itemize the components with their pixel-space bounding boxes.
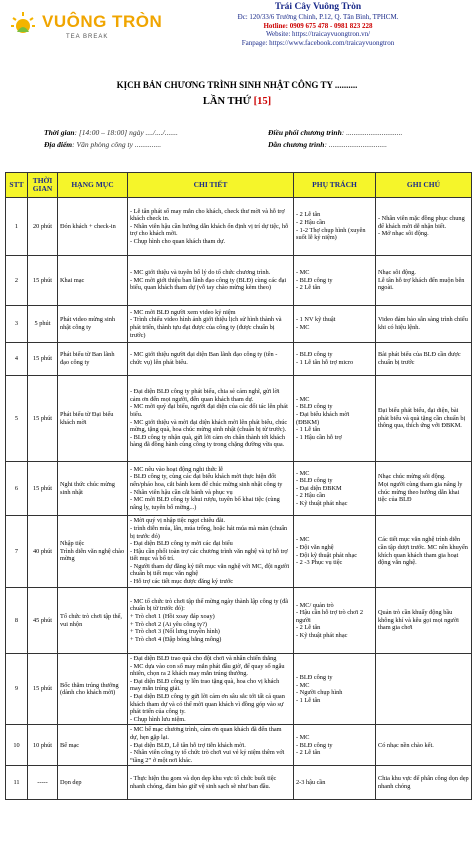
company-fanpage: Fanpage: https://www.facebook.com/traicayvuongtron (241, 38, 395, 47)
row-time-cell: 15 phút (28, 343, 58, 376)
detail-line: + Trò chơi 1 (Hồi xoay đáp xoay) (130, 612, 215, 620)
responsible-line: 2-3 hậu cần (296, 779, 326, 787)
responsible-line: - Đại diện ĐBKM (296, 484, 342, 492)
responsible-line: - BLĐ công ty (296, 276, 333, 284)
responsible-line: - BLĐ công ty (296, 403, 333, 411)
row-details-cell (128, 198, 294, 256)
company-address: Đc: 120/33/6 Trường Chinh, P.12, Q. Tân Bình, TPHCM. (237, 13, 399, 21)
row-responsible-cell (294, 654, 376, 725)
row-details-cell (128, 725, 294, 766)
row-details-cell (128, 766, 294, 800)
detail-line: - Nhân viên công ty tổ chức trò chơi vui vẻ kỷ niệm thêm với “tầng 2” ở một nơi khác. (130, 749, 285, 764)
detail-line: - MC mời quý đại biểu, người đại diện của các đối tác lên phát biểu. (130, 403, 288, 418)
time-field (44, 128, 178, 137)
detail-line: - trình diễn múa, lân, múa trống, hoặc hát múa mà màn (chuẩn bị trước đó) (130, 524, 288, 540)
responsible-line: - BLĐ công ty (296, 741, 333, 749)
coordinator-label: Điều phối chương trình (268, 128, 342, 137)
row-responsible-cell (294, 198, 376, 256)
detail-line: - Người tham dự đăng ký tiết mục văn nghệ với MC, đội người chuẩn bị tiết mục văn nghệ (130, 562, 290, 578)
detail-line: - MC mời giới thiệu ban lãnh đạo công ty (BLĐ) cùng các đại biểu, quan khách tham dự (vỗ tay chào mừng kèm theo) (130, 276, 287, 292)
row-details-cell (128, 376, 294, 462)
table-row (6, 766, 472, 800)
responsible-line: - 2 -3 Phục vụ tiệc (296, 559, 343, 567)
row-time-cell: 5 phút (28, 306, 58, 343)
responsible-line: - Đội văn nghệ (296, 543, 334, 551)
row-note-cell: Video đảm bảo sẵn sàng trình chiếu khi có hiệu lệnh. (376, 306, 472, 343)
responsible-line: - MC (296, 469, 310, 477)
responsible-line: - 1 NV kỹ thuật (296, 316, 336, 324)
sun-logo-icon (10, 10, 36, 36)
row-note-cell: Bài phát biểu của BLĐ cần được chuẩn bị trước (376, 343, 472, 376)
row-stt-cell: 3 (6, 306, 28, 343)
brand-name: VUÔNG TRÒN (42, 12, 163, 31)
row-details-cell (128, 462, 294, 516)
responsible-line: - BLĐ công ty (296, 477, 333, 485)
row-details-cell (128, 256, 294, 306)
detail-line: - BLĐ công ty, cùng các đại biểu khách mời thực hiện đốt nến/pháo hoa, cắt bánh kem để chúc mừng sinh nhật công ty (130, 473, 283, 488)
detail-line: - MC nêu vào hoạt động nghi thức lễ (130, 465, 223, 473)
responsible-line: - Người chụp hình (296, 689, 343, 697)
company-website: Website: https://traicayvuongtron.vn/ (265, 30, 371, 39)
row-responsible-cell (294, 306, 376, 343)
row-note-cell: Chia khu vực để phân công dọn dẹp nhanh chóng (376, 766, 472, 800)
host-value: : ............................... (324, 140, 387, 149)
session-label: LẦN THỨ (202, 96, 251, 107)
row-time-cell: 10 phút (28, 725, 58, 766)
table-header-row (6, 173, 472, 198)
detail-line: - Đại diện BLĐ, Lễ tân hỗ trợ tiễn khách mời. (130, 741, 246, 749)
detail-line: - Trình chiếu video hình ảnh giới thiệu lịch sử hình thành và phát triển, thành tựu đạt được của công ty (được chuẩn bị trước) (130, 316, 282, 339)
time-value: : [14:00 – 18:00] ngày ..../..../....... (74, 128, 178, 137)
row-time-cell: 45 phút (28, 588, 58, 654)
company-name: Trái Cây Vuông Tròn (274, 2, 362, 12)
responsible-line: - 2 Lễ tân (296, 284, 321, 292)
responsible-line: - Đại biểu khách mời (ĐBKM) (296, 410, 350, 426)
row-time-cell: ----- (28, 766, 58, 800)
coordinator-field (268, 128, 402, 137)
detail-line: - MC mời BLĐ người xem video kỷ niệm (130, 308, 236, 316)
detail-line: - Chụp hình cho quan khách tham dự. (130, 237, 226, 245)
header-item: HẠNG MỤC (58, 173, 128, 198)
row-details-cell (128, 588, 294, 654)
detail-line: - MC giới thiệu và mời đại diện khách mời lên phát biểu, chúc mừng, tặng quà, hoa chúc mừng sinh nhật (chuẩn bị từ trước). (130, 418, 288, 434)
row-note-cell: Có nhạc nền chào kết. (376, 725, 472, 766)
company-info (172, 2, 464, 47)
detail-line: - MC giới thiệu người đại diện Ban lãnh đạo công ty (tên - chức vụ) lên phát biểu. (130, 351, 278, 366)
row-time-cell: 20 phút (28, 198, 58, 256)
header-details: CHI TIẾT (128, 173, 294, 198)
responsible-line: - Hậu cần hỗ trợ trò chơi 2 người (296, 609, 363, 624)
detail-line: - MC dựa vào con số may mắn phát đầu giờ, để quay số ngẫu nhiên, chọn ra 2 khách may mắn trúng thưởng. (130, 662, 285, 678)
brand-tagline: TEA BREAK (66, 34, 109, 40)
header-notes: GHI CHÚ (376, 173, 472, 198)
row-note-cell: Quản trò cần khuấy động bầu không khí và kêu gọi mọi người tham gia chơi (376, 588, 472, 654)
detail-line: - Hậu cần phối toàn trợ các chương trình văn nghệ và tự hỗ trợ tiết mục và bố trí. (130, 547, 288, 563)
responsible-line: - 2 Hậu cần (296, 218, 326, 226)
company-hotline: Hotline: 0909 675 478 - 0981 823 228 (263, 21, 373, 30)
row-stt-cell: 2 (6, 256, 28, 306)
responsible-line: - 2 Lễ tân (296, 749, 321, 757)
row-note-cell (376, 654, 472, 725)
row-note-cell: Đại biểu phát biểu, đại diện, bài phát biểu và quà tặng cần chuẩn bị thông qua, thích ứng với ĐBKM. (376, 376, 472, 462)
responsible-line: - MC (296, 324, 310, 331)
letterhead (0, 0, 474, 62)
row-note-cell: Nhạc sôi động. Lễ tân hỗ trợ khách đến muộn bên ngoài. (376, 256, 472, 306)
row-time-cell: 15 phút (28, 256, 58, 306)
row-item-cell: Dọn dẹp (58, 766, 128, 800)
table-row (6, 306, 472, 343)
header-stt: STT (6, 173, 28, 198)
row-stt-cell: 7 (6, 516, 28, 588)
row-item-cell: Nhập tiệc Trình diễn văn nghệ chào mừng (58, 516, 128, 588)
responsible-line: - Đội kỹ thuật phát nhạc (296, 551, 358, 559)
detail-line: - Đại diện BLĐ công ty lên trao tặng quà, hoa cho vị khách may mắn trúng giải. (130, 677, 280, 693)
location-field (44, 140, 161, 149)
responsible-line: - 2 Lễ tân (296, 624, 321, 632)
table-row (6, 198, 472, 256)
table-row (6, 376, 472, 462)
session-value: [15] (253, 96, 272, 107)
detail-line: - Mời quý vị nhập tiệc ngọt chiêu đãi. (130, 517, 226, 525)
detail-line: - MC mời BLĐ công ty khui rượu, tuyên bố khai tiệc (cùng nâng ly, tuyên bố mừng...) (130, 496, 280, 511)
detail-line: - Đại diện BLĐ công ty gửi lời cảm ơn sâu sắc tới tất cả quan khách tham dự và có thể mời quan khách vì đồng góp vào sự phát triển của công ty. (130, 692, 285, 716)
detail-line: - MC giới thiệu và tuyên bố lý do tổ chức chương trình. (130, 269, 271, 277)
detail-line: - Đại diện BLĐ trao quà cho đội chơi và nhân chiến thắng (130, 655, 277, 662)
row-responsible-cell (294, 588, 376, 654)
detail-line: - Lễ tân phát số may mắn cho khách, check thư mời và hỗ trợ khách check in. (130, 207, 285, 223)
responsible-line: - MC (296, 681, 310, 689)
row-details-cell (128, 654, 294, 725)
detail-line: - MC bế mạc chương trình, cảm ơn quan khách đã đến tham dự, hẹn gặp lại. (130, 726, 282, 741)
row-responsible-cell (294, 256, 376, 306)
row-item-cell: Bốc thăm trúng thưởng (dành cho khách mời) (58, 654, 128, 725)
row-responsible-cell (294, 766, 376, 800)
detail-line: - Hỗ trợ các tiết mục được đăng ký trước (130, 578, 234, 586)
row-item-cell: Bế mạc (58, 725, 128, 766)
responsible-line: - 1-2 Thợ chụp hình (xuyên suốt lễ kỷ niệm) (296, 226, 366, 242)
responsible-line: - MC (296, 395, 310, 403)
detail-line: - MC tổ chức trò chơi tập thể mừng ngày thành lập công ty (đã chuẩn bị từ trước đó): (130, 597, 289, 613)
row-time-cell: 15 phút (28, 654, 58, 725)
header-responsible: PHỤ TRÁCH (294, 173, 376, 198)
row-responsible-cell (294, 725, 376, 766)
row-responsible-cell (294, 462, 376, 516)
detail-line: - Nhân viên hậu cần cắt bánh và phục vụ (130, 488, 233, 496)
detail-line: + Trò chơi 3 (Nối lưng truyền hình) (130, 628, 220, 636)
table-row (6, 343, 472, 376)
row-note-cell: Nhạc chúc mừng sôi động. Mọi người cùng tham gia nâng ly chúc mừng theo hướng dẫn khai tiệc của BLĐ (376, 462, 472, 516)
header-time: THỜI GIAN (28, 173, 58, 198)
responsible-line: - Kỹ thuật phát nhạc (296, 631, 348, 639)
responsible-line: - 1 Lễ tân hỗ trợ micro (296, 359, 354, 366)
detail-line: - BLĐ công ty nhận quà, gửi lời cảm ơn chân thành tới khách hàng đã đồng hành cùng công ty trong chặng đường vừa qua. (130, 433, 286, 449)
table-row (6, 462, 472, 516)
host-field (268, 140, 387, 149)
row-item-cell: Nghi thức chúc mừng sinh nhật (58, 462, 128, 516)
row-note-cell: - Nhân viên mặc đồng phục chung để khách mời dễ nhận biết. - Mở nhạc sôi động. (376, 198, 472, 256)
responsible-line: - 2 Hậu cần (296, 492, 326, 500)
row-item-cell: Phát video mừng sinh nhật công ty (58, 306, 128, 343)
location-value: : Văn phòng công ty .............. (72, 140, 162, 149)
row-stt-cell: 4 (6, 343, 28, 376)
detail-line: - Đại diện BLĐ công ty mời các đại biểu (130, 540, 233, 548)
row-item-cell: Đón khách + check-in (58, 198, 128, 256)
row-stt-cell: 11 (6, 766, 28, 800)
row-responsible-cell (294, 376, 376, 462)
responsible-line: - 1 Lễ tân (296, 426, 321, 434)
row-stt-cell: 8 (6, 588, 28, 654)
brand-logo (8, 6, 163, 56)
table-row (6, 256, 472, 306)
table-row (6, 516, 472, 588)
detail-line: - Chụp hình lưu niệm. (130, 715, 186, 723)
responsible-line: - MC (296, 269, 310, 277)
row-item-cell: Phát biểu từ Đại biểu khách mời (58, 376, 128, 462)
responsible-line: - MC/ quản trò (296, 601, 334, 609)
responsible-line: - BLĐ công ty (296, 351, 333, 359)
time-label: Thời gian (44, 128, 75, 137)
row-note-cell: Các tiết mục văn nghệ trình diễn cần tập dượt trước. MC nên khuyến khích quan khách tham gia hoạt động văn nghệ. (376, 516, 472, 588)
row-item-cell: Tổ chức trò chơi tập thể, vui nhộn (58, 588, 128, 654)
document-title: KỊCH BẢN CHƯƠNG TRÌNH SINH NHẬT CÔNG TY .......... (116, 80, 358, 90)
row-item-cell: Phát biểu từ Ban lãnh đạo công ty (58, 343, 128, 376)
responsible-line: - 1 Hậu cần hỗ trợ (296, 433, 342, 441)
row-time-cell: 40 phút (28, 516, 58, 588)
detail-line: - Nhân viên hậu cần hướng dẫn khách ổn định vị trí dự tiệc, hỗ trợ cho khách mời. (130, 222, 289, 238)
host-label: Dẫn chương trình (268, 140, 325, 149)
detail-line: + Trò chơi 4 (Đập bóng bằng mông) (130, 635, 222, 643)
responsible-line: - 2 Lễ tân (296, 211, 321, 219)
row-stt-cell: 6 (6, 462, 28, 516)
row-item-cell: Khai mạc (58, 256, 128, 306)
responsible-line: - BLĐ công ty (296, 673, 333, 681)
row-stt-cell: 1 (6, 198, 28, 256)
table-row (6, 588, 472, 654)
row-responsible-cell (294, 343, 376, 376)
row-time-cell: 15 phút (28, 376, 58, 462)
row-responsible-cell (294, 516, 376, 588)
row-details-cell (128, 306, 294, 343)
responsible-line: - 1 Lễ tân (296, 696, 321, 704)
responsible-line: - MC (296, 536, 310, 544)
session-number (0, 96, 474, 107)
row-details-cell (128, 516, 294, 588)
detail-line: + Trò chơi 2 (Ai yêu công ty?) (130, 620, 208, 628)
row-stt-cell: 10 (6, 725, 28, 766)
coordinator-value: : .............................. (341, 128, 403, 137)
table-row (6, 725, 472, 766)
row-details-cell (128, 343, 294, 376)
row-time-cell: 15 phút (28, 462, 58, 516)
location-label: Địa điểm (44, 140, 73, 149)
row-stt-cell: 9 (6, 654, 28, 725)
table-row (6, 654, 472, 725)
row-stt-cell: 5 (6, 376, 28, 462)
responsible-line: - Kỹ thuật phát nhạc (296, 499, 348, 507)
schedule-table (5, 172, 472, 800)
detail-line: - Đại diện BLĐ công ty phát biểu, chia sẻ cảm nghĩ, gửi lời cảm ơn đến mọi người, đến quan khách tham dự. (130, 388, 280, 403)
detail-line: - Thực hiện thu gom và dọn dẹp khu vực tổ chức buổi tiệc nhanh chóng, đảm bảo giữ vệ sinh sạch sẽ như ban đầu. (130, 775, 277, 790)
responsible-line: - MC (296, 733, 310, 741)
